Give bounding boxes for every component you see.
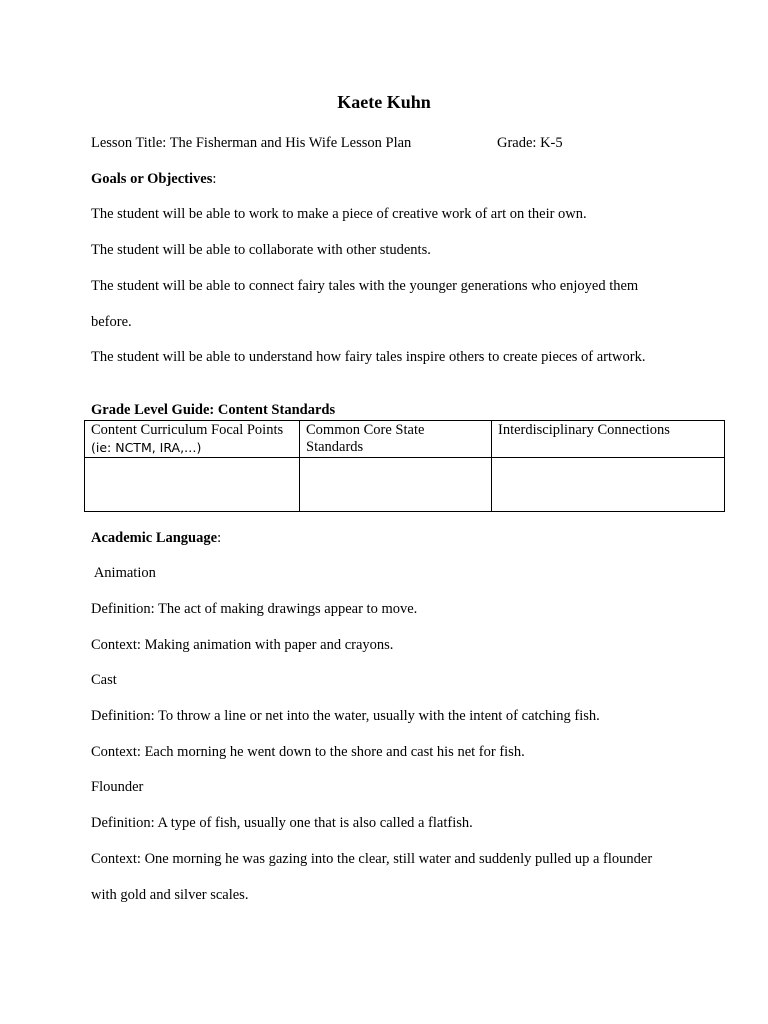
common-core-header: Common Core State xyxy=(306,422,425,438)
vocab-context: Context: Making animation with paper and crayons. xyxy=(91,637,394,653)
vocab-context-continuation: with gold and silver scales. xyxy=(91,887,249,903)
table-header-row xyxy=(85,421,725,458)
table-cell xyxy=(300,458,492,512)
vocab-definition: Definition: A type of fish, usually one that is also called a flatfish. xyxy=(91,815,473,831)
table-cell xyxy=(85,458,300,512)
focal-points-note: (ie: NCTM, IRA,…) xyxy=(91,440,202,455)
goal-item: The student will be able to connect fairy tales with the younger generations who enjoyed them xyxy=(91,278,639,294)
goals-heading-label: Goals or Objectives xyxy=(91,171,213,187)
interdisciplinary-header: Interdisciplinary Connections xyxy=(498,422,670,438)
table-cell xyxy=(492,458,725,512)
table-header-cell xyxy=(300,421,492,458)
goals-heading-colon: : xyxy=(212,171,217,187)
vocab-context: Context: One morning he was gazing into the clear, still water and suddenly pulled up a flounder xyxy=(91,851,653,867)
goals-heading xyxy=(91,171,216,188)
grade-level: Grade: K-5 xyxy=(497,135,563,151)
author-name: Kaete Kuhn xyxy=(337,92,431,112)
focal-points-header: Content Curriculum Focal Points xyxy=(91,422,284,438)
goal-item-continuation: before. xyxy=(91,314,132,330)
vocab-definition: Definition: To throw a line or net into the water, usually with the intent of catching fish. xyxy=(91,708,600,724)
lesson-title: Lesson Title: The Fisherman and His Wife Lesson Plan xyxy=(91,135,412,151)
goal-item: The student will be able to understand how fairy tales inspire others to create pieces of artwork. xyxy=(91,349,646,365)
standards-heading: Grade Level Guide: Content Standards xyxy=(91,402,336,418)
vocab-term: Cast xyxy=(91,672,117,688)
content-standards-table xyxy=(84,420,725,512)
academic-language-label: Academic Language xyxy=(91,530,218,546)
academic-language-colon: : xyxy=(217,530,222,546)
table-header-cell xyxy=(85,421,300,458)
vocab-term: Animation xyxy=(91,565,156,581)
academic-language-heading xyxy=(91,530,221,547)
vocab-context: Context: Each morning he went down to the shore and cast his net for fish. xyxy=(91,744,525,760)
goal-item: The student will be able to work to make a piece of creative work of art on their own. xyxy=(91,206,587,222)
vocab-definition: Definition: The act of making drawings appear to move. xyxy=(91,601,418,617)
vocab-term: Flounder xyxy=(91,779,144,795)
table-header-cell xyxy=(492,421,725,458)
table-row xyxy=(85,458,725,512)
goal-item: The student will be able to collaborate with other students. xyxy=(91,242,431,258)
common-core-header-cont: Standards xyxy=(306,439,364,455)
